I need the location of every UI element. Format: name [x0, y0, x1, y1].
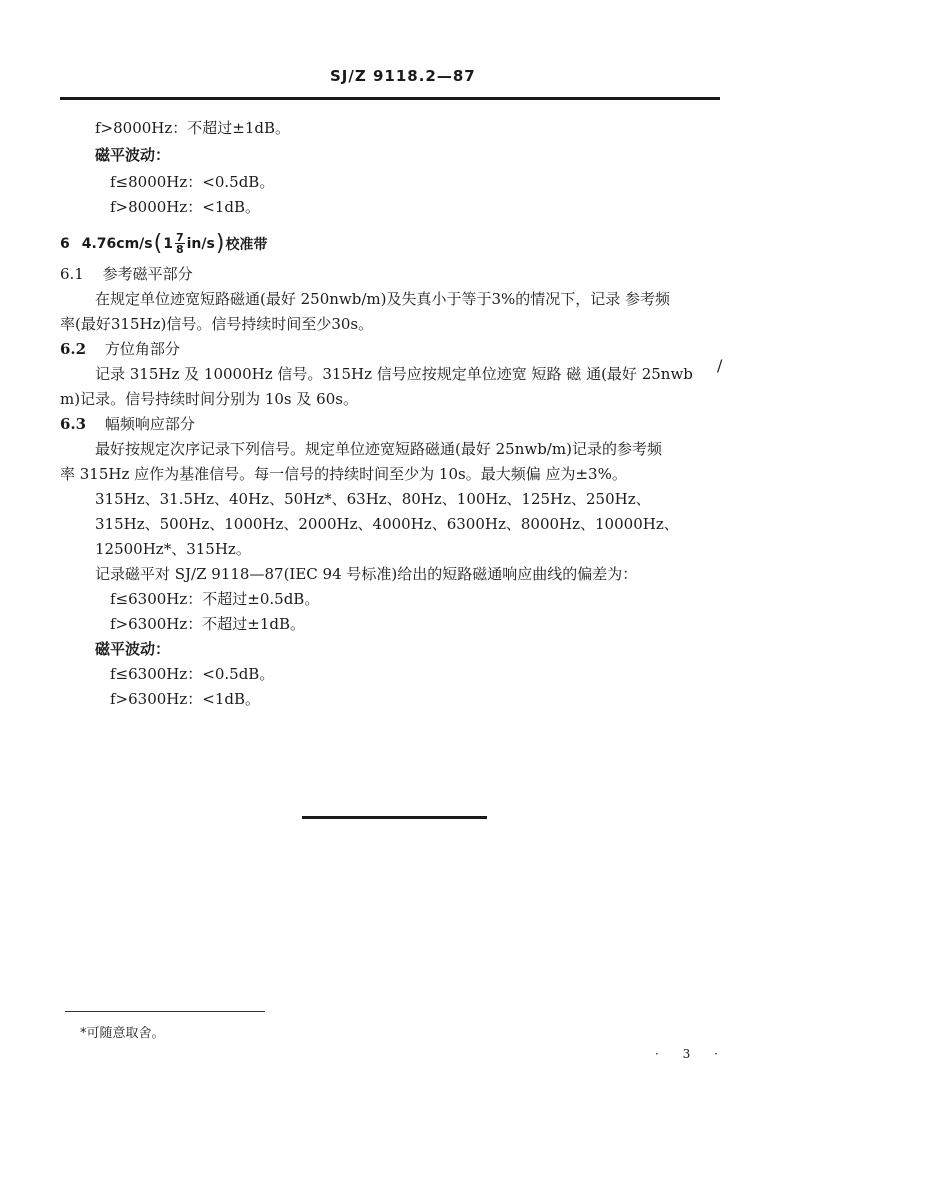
subsection-6-1-heading	[60, 264, 193, 284]
text-line: m)记录。信号持续时间分别为 10s 及 60s。	[60, 390, 358, 408]
text-line: f≤8000Hz：<0.5dB。	[110, 173, 275, 191]
text-line: 记录磁平对 SJ/Z 9118—87(IEC 94 号标准)给出的短路磁通响应曲线的偏差为：	[95, 565, 638, 583]
speed-fraction	[175, 232, 185, 255]
text-line: f>8000Hz：不超过±1dB。	[95, 119, 291, 137]
fraction-numerator: 7	[175, 231, 184, 244]
subsection-title: 方位角部分	[104, 340, 180, 358]
subsection-number: 6.2	[60, 340, 87, 358]
subsection-number: 6.1	[60, 265, 84, 283]
text-line: 记录 315Hz 及 10000Hz 信号。315Hz 信号应按规定单位迹宽 短路 磁 通(最好 25nwb	[95, 365, 693, 383]
text-line: 磁平波动：	[95, 640, 171, 658]
frequency-list-line: 315Hz、31.5Hz、40Hz、50Hz*、63Hz、80Hz、100Hz、125Hz、250Hz、	[95, 490, 651, 508]
section-number: 6	[60, 235, 70, 252]
speed-whole: 1	[163, 235, 173, 252]
subsection-6-3-heading	[60, 414, 195, 434]
text-line: 在规定单位迹宽短路磁通(最好 250nwb/m)及失真小于等于3%的情况下，记录 参考频	[95, 290, 671, 308]
text-line: 磁平波动：	[95, 146, 171, 164]
text-line: f>8000Hz：<1dB。	[110, 198, 261, 216]
section-6-title	[60, 231, 267, 256]
document-code-header: SJ/Z 9118.2—87	[330, 67, 476, 85]
fraction-denominator: 8	[175, 243, 184, 256]
subsection-6-2-heading	[60, 339, 180, 359]
close-paren-glyph: )	[215, 231, 225, 256]
tape-speed: 4.76cm/s	[81, 235, 153, 252]
section-title-text: 校准带	[225, 236, 268, 253]
subsection-title: 幅频响应部分	[104, 415, 195, 433]
header-rule	[60, 97, 720, 100]
footnote: *可随意取舍。	[80, 1026, 165, 1041]
page-number: · 3 ·	[655, 1047, 728, 1061]
slash-glyph: /	[717, 356, 723, 375]
subsection-number: 6.3	[60, 415, 87, 433]
text-line: f>6300Hz：<1dB。	[110, 690, 261, 708]
subsection-title: 参考磁平部分	[102, 265, 193, 283]
text-line: 率(最好315Hz)信号。信号持续时间至少30s。	[60, 315, 374, 333]
text-line: f≤6300Hz：不超过±0.5dB。	[110, 590, 320, 608]
footnote-rule	[65, 1011, 265, 1012]
frequency-list-line: 12500Hz*、315Hz。	[95, 540, 251, 558]
open-paren-glyph: (	[153, 231, 163, 256]
text-line: f>6300Hz：不超过±1dB。	[110, 615, 306, 633]
text-line: 率 315Hz 应作为基准信号。每一信号的持续时间至少为 10s。最大频偏 应为±3%。	[60, 465, 627, 483]
text-line: 最好按规定次序记录下列信号。规定单位迹宽短路磁通(最好 25nwb/m)记录的参考频	[95, 440, 662, 458]
text-line: f≤6300Hz：<0.5dB。	[110, 665, 275, 683]
end-rule	[302, 816, 487, 819]
frequency-list-line: 315Hz、500Hz、1000Hz、2000Hz、4000Hz、6300Hz、8000Hz、10000Hz、	[95, 515, 679, 533]
speed-unit: in/s	[186, 235, 215, 252]
